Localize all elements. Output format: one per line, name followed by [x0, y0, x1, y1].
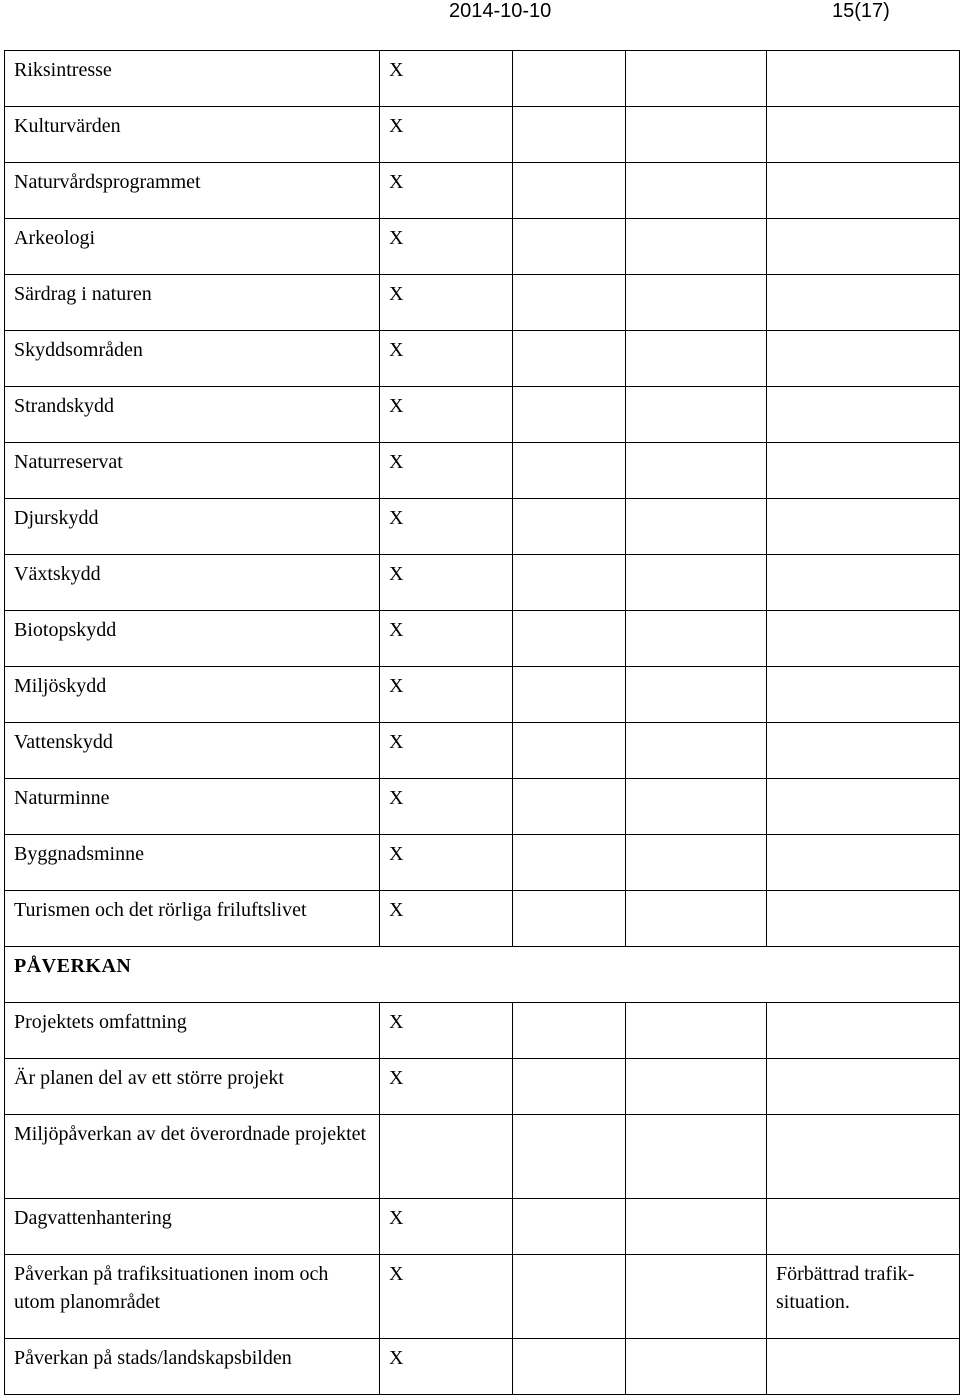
empty-cell — [513, 107, 626, 163]
table-row — [5, 1115, 960, 1199]
mark-cell: X — [380, 163, 513, 219]
note-cell — [767, 163, 960, 219]
empty-cell — [513, 1059, 626, 1115]
empty-cell — [626, 1115, 767, 1199]
empty-cell — [626, 163, 767, 219]
empty-cell — [513, 1255, 626, 1339]
empty-cell — [513, 611, 626, 667]
row-label: Strandskydd — [5, 387, 380, 443]
mark-cell: X — [380, 499, 513, 555]
empty-cell — [626, 443, 767, 499]
empty-cell — [626, 1339, 767, 1395]
empty-cell — [513, 163, 626, 219]
mark-cell: X — [380, 1255, 513, 1339]
row-label: Biotopskydd — [5, 611, 380, 667]
empty-cell — [513, 1003, 626, 1059]
mark-cell: X — [380, 387, 513, 443]
empty-cell — [513, 1115, 626, 1199]
row-label: Särdrag i naturen — [5, 275, 380, 331]
empty-cell — [626, 1255, 767, 1339]
note-cell — [767, 1003, 960, 1059]
empty-cell — [513, 1199, 626, 1255]
row-label: Projektets omfattning — [5, 1003, 380, 1059]
row-label: Skyddsområden — [5, 331, 380, 387]
note-cell — [767, 667, 960, 723]
note-cell — [767, 1059, 960, 1115]
page-number: 15(17) — [832, 0, 890, 22]
table-row — [5, 891, 960, 947]
table-row — [5, 723, 960, 779]
empty-cell — [513, 331, 626, 387]
row-label: Miljöskydd — [5, 667, 380, 723]
empty-cell — [626, 779, 767, 835]
empty-cell — [513, 555, 626, 611]
table-row — [5, 611, 960, 667]
note-cell — [767, 499, 960, 555]
mark-cell: X — [380, 443, 513, 499]
table-row — [5, 443, 960, 499]
row-label: Arkeologi — [5, 219, 380, 275]
note-cell — [767, 275, 960, 331]
table-row — [5, 555, 960, 611]
table-row — [5, 275, 960, 331]
empty-cell — [513, 51, 626, 107]
mark-cell: X — [380, 275, 513, 331]
note-cell — [767, 611, 960, 667]
mark-cell: X — [380, 611, 513, 667]
empty-cell — [513, 835, 626, 891]
mark-cell: X — [380, 51, 513, 107]
table-row — [5, 835, 960, 891]
mark-cell: X — [380, 779, 513, 835]
empty-cell — [626, 219, 767, 275]
mark-cell: X — [380, 835, 513, 891]
empty-cell — [626, 387, 767, 443]
table-row — [5, 1255, 960, 1339]
empty-cell — [626, 891, 767, 947]
row-label: Kulturvärden — [5, 107, 380, 163]
table-row — [5, 1003, 960, 1059]
row-label: Är planen del av ett större projekt — [5, 1059, 380, 1115]
mark-cell: X — [380, 723, 513, 779]
empty-cell — [513, 779, 626, 835]
row-label: Naturreservat — [5, 443, 380, 499]
empty-cell — [513, 723, 626, 779]
document-date: 2014-10-10 — [449, 0, 552, 22]
section-heading-row — [5, 947, 960, 1003]
row-label: Dagvattenhantering — [5, 1199, 380, 1255]
mark-cell: X — [380, 1199, 513, 1255]
note-cell — [767, 779, 960, 835]
row-label: Påverkan på trafiksituationen inom och utom planområdet — [5, 1255, 380, 1339]
mark-cell: X — [380, 219, 513, 275]
mark-cell: X — [380, 555, 513, 611]
note-cell — [767, 891, 960, 947]
empty-cell — [626, 1003, 767, 1059]
note-cell — [767, 1115, 960, 1199]
empty-cell — [626, 499, 767, 555]
note-cell — [767, 835, 960, 891]
empty-cell — [513, 443, 626, 499]
row-label: Naturminne — [5, 779, 380, 835]
table-row — [5, 1339, 960, 1395]
note-cell — [767, 443, 960, 499]
note-cell — [767, 723, 960, 779]
note-cell — [767, 1199, 960, 1255]
table-row — [5, 51, 960, 107]
empty-cell — [513, 219, 626, 275]
row-label: Byggnadsminne — [5, 835, 380, 891]
mark-cell: X — [380, 1059, 513, 1115]
mark-cell: X — [380, 1003, 513, 1059]
table-row — [5, 163, 960, 219]
empty-cell — [513, 1339, 626, 1395]
row-label: Växtskydd — [5, 555, 380, 611]
empty-cell — [513, 667, 626, 723]
empty-cell — [626, 51, 767, 107]
page-header — [0, 0, 960, 28]
table-row — [5, 499, 960, 555]
empty-cell — [626, 835, 767, 891]
note-cell — [767, 1339, 960, 1395]
row-label: Påverkan på stads/landskapsbilden — [5, 1339, 380, 1395]
mark-cell — [380, 1115, 513, 1199]
table-row — [5, 331, 960, 387]
empty-cell — [513, 387, 626, 443]
table-row — [5, 107, 960, 163]
note-cell — [767, 51, 960, 107]
mark-cell: X — [380, 1339, 513, 1395]
empty-cell — [626, 611, 767, 667]
empty-cell — [513, 891, 626, 947]
empty-cell — [626, 1059, 767, 1115]
empty-cell — [626, 723, 767, 779]
note-cell — [767, 387, 960, 443]
row-label: Vattenskydd — [5, 723, 380, 779]
empty-cell — [626, 275, 767, 331]
note-cell — [767, 219, 960, 275]
note-cell — [767, 107, 960, 163]
assessment-table — [4, 50, 960, 1395]
row-label: Naturvårdsprogrammet — [5, 163, 380, 219]
table-row — [5, 219, 960, 275]
empty-cell — [626, 107, 767, 163]
table-row — [5, 1199, 960, 1255]
table-row — [5, 667, 960, 723]
table-row — [5, 779, 960, 835]
row-label: Turismen och det rörliga friluftslivet — [5, 891, 380, 947]
row-label: Riksintresse — [5, 51, 380, 107]
note-cell — [767, 331, 960, 387]
mark-cell: X — [380, 331, 513, 387]
empty-cell — [513, 275, 626, 331]
mark-cell: X — [380, 891, 513, 947]
empty-cell — [626, 331, 767, 387]
empty-cell — [626, 1199, 767, 1255]
section-heading: PÅVERKAN — [5, 947, 960, 1003]
row-label: Djurskydd — [5, 499, 380, 555]
empty-cell — [626, 555, 767, 611]
table-row — [5, 1059, 960, 1115]
note-cell — [767, 555, 960, 611]
empty-cell — [626, 667, 767, 723]
note-cell: Förbättrad trafik-situation. — [767, 1255, 960, 1339]
mark-cell: X — [380, 667, 513, 723]
row-label: Miljöpåverkan av det överordnade projektet — [5, 1115, 380, 1199]
table-row — [5, 387, 960, 443]
empty-cell — [513, 499, 626, 555]
mark-cell: X — [380, 107, 513, 163]
